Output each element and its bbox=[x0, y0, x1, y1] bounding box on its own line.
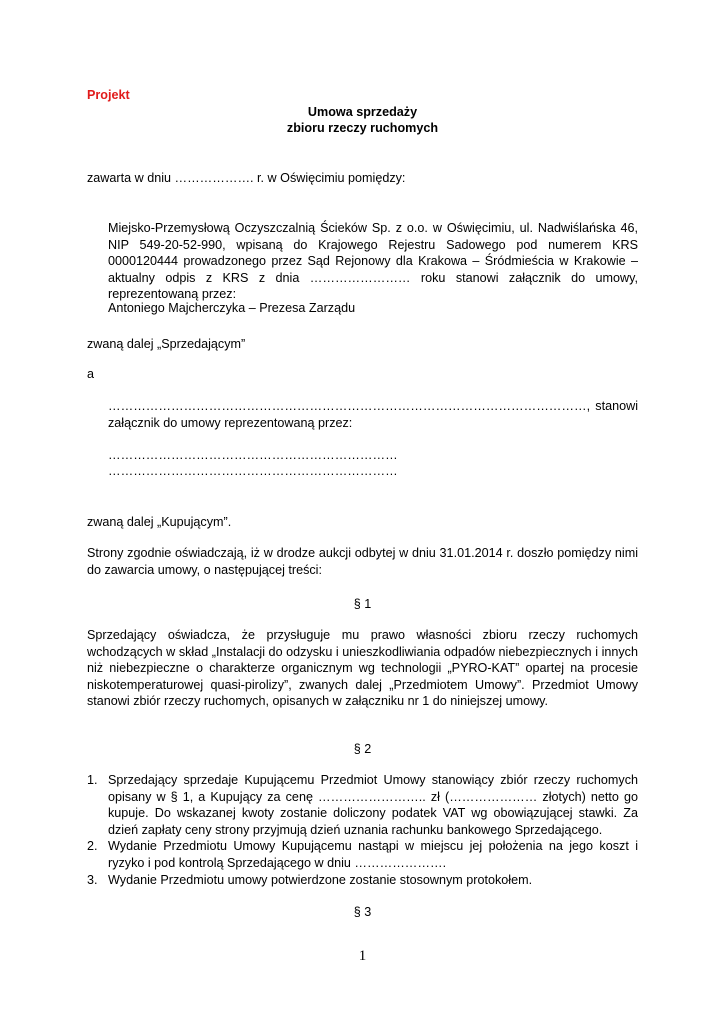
section-2-heading: § 2 bbox=[353, 742, 372, 756]
buyer-representative-line-2: …………………………………………………………… bbox=[108, 464, 398, 478]
section-1-text: Sprzedający oświadcza, że przysługuje mu prawo własności zbioru rzeczy ruchomych wchodzących w skład „Instalacji do odzysku i unieszkodliwiania odpadów niebezpiecznych i innych niż niebezpieczne o charakterze organicznym wg technologii „PYRO-KAT” opartej na procesie niskotemperaturowej quasi-pirolizy”, zwanych dalej „Przedmiotem Umowy”. Przedmiot Umowy stanowi zbiór rzeczy ruchomych, opisanych w załączniku nr 1 do niniejszej umowy. bbox=[87, 628, 638, 709]
list-item-text: Sprzedający sprzedaje Kupującemu Przedmiot Umowy stanowiący zbiór rzeczy ruchomych opisany w § 1, a Kupujący za cenę …………………….. zł (………………… złotych) netto go kupuje. Do wskazanej kwoty zostanie doliczony podatek VAT wg obowiązującej stawki. Za dzień zapłaty ceny strony przyjmują dzień uznania rachunku bankowego Sprzedającego. bbox=[108, 773, 638, 837]
list-item-text: Wydanie Przedmiotu umowy potwierdzone zostanie stosownym protokołem. bbox=[108, 872, 533, 887]
list-item-number: 2. bbox=[87, 839, 98, 854]
page-number: 1 bbox=[358, 948, 367, 964]
buyer-representative-line-1: …………………………………………………………… bbox=[108, 448, 398, 462]
section-2-list bbox=[87, 772, 638, 888]
seller-representative: Antoniego Majcherczyka – Prezesa Zarządu bbox=[108, 301, 356, 315]
section-1-heading: § 1 bbox=[353, 597, 372, 611]
buyer-designation: zwaną dalej „Kupującym”. bbox=[87, 515, 232, 529]
intro-paragraph: zawarta w dniu ………………. r. w Oświęcimiu pomiędzy: bbox=[87, 171, 406, 185]
parties-declaration: Strony zgodnie oświadczają, iż w drodze aukcji odbytej w dniu 31.01.2014 r. doszło pomiędzy nimi do zawarcia umowy, o następującej treści: bbox=[87, 546, 638, 577]
list-item bbox=[87, 838, 638, 871]
list-item-number: 1. bbox=[87, 773, 98, 787]
buyer-description: ……………………………………………………………………………………………………, stanowi załącznik do umowy reprezentowaną przez: bbox=[108, 399, 638, 430]
draft-label: Projekt bbox=[87, 88, 130, 102]
seller-description: Miejsko-Przemysłową Oczyszczalnią Ścieków Sp. z o.o. w Oświęcimiu, ul. Nadwiślańska 46, NIP 549-20-52-990, wpisaną do Krajowego Rejestru Sadowego pod numerem KRS 0000120444 prowadzonego przez Sąd Rejonowy dla Krakowa – Śródmieścia w Krakowie – aktualny odpis z KRS z dnia …………………… roku stanowi załącznik do umowy, reprezentowaną przez: bbox=[108, 221, 638, 302]
list-item-number: 3. bbox=[87, 872, 98, 887]
document-subtitle: zbioru rzeczy ruchomych bbox=[286, 121, 439, 135]
document-title: Umowa sprzedaży bbox=[307, 105, 418, 119]
list-item-text: Wydanie Przedmiotu Umowy Kupującemu nastąpi w miejscu jej położenia na jego koszt i ryzyko i pod kontrolą Sprzedającego w dniu …………………. bbox=[108, 839, 638, 870]
list-item bbox=[87, 872, 638, 889]
section-3-heading: § 3 bbox=[353, 905, 372, 919]
conjunction: a bbox=[87, 367, 95, 381]
list-item bbox=[87, 772, 638, 838]
seller-designation: zwaną dalej „Sprzedającym” bbox=[87, 337, 246, 351]
